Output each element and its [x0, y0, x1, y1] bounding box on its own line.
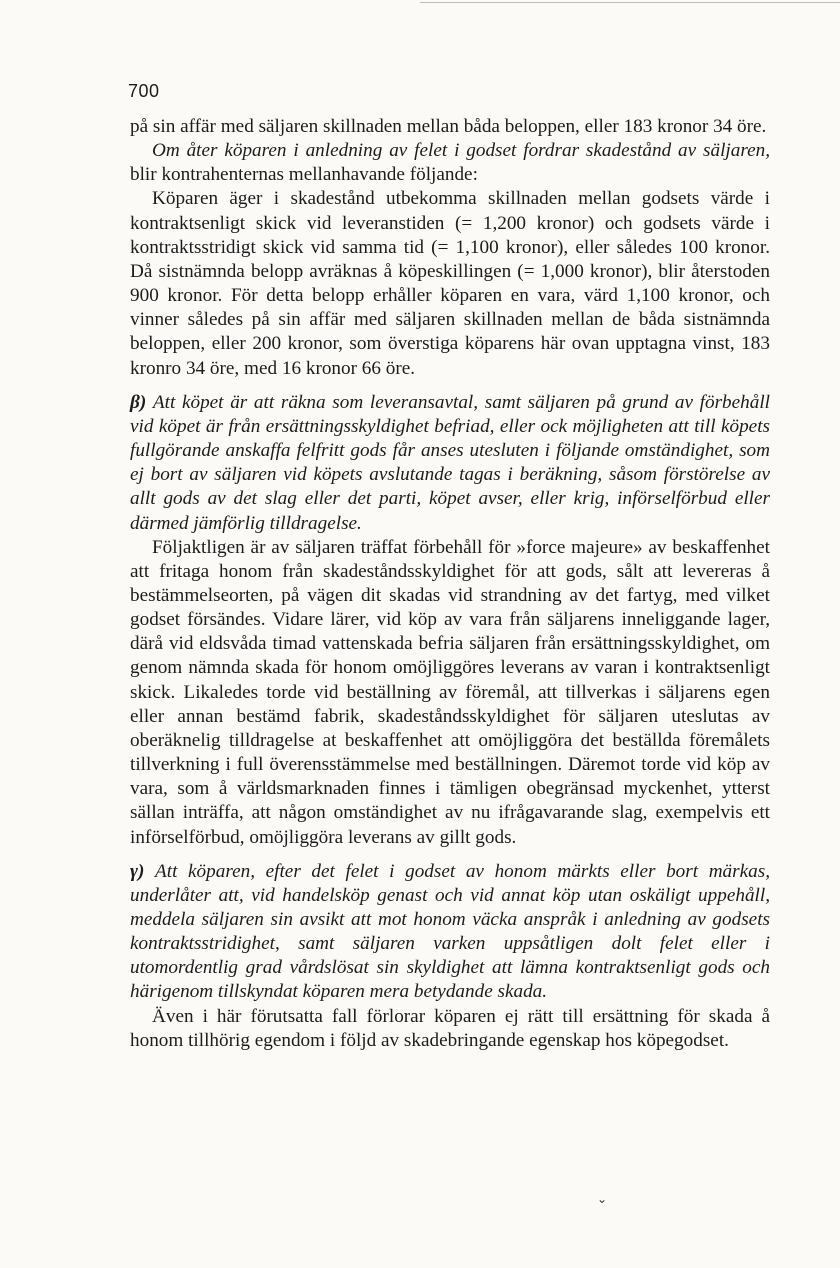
italic-phrase: Om åter köparen i anledning av felet i godset fordrar skadestånd av säljaren, [152, 140, 770, 162]
paragraph-continuation: på sin affär med säljaren skillnaden mellan båda beloppen, eller 183 kronor 34 öre. [130, 116, 767, 137]
section-label-beta: β) [130, 391, 147, 413]
top-rule [420, 2, 840, 3]
paragraph-force-majeure: Följaktligen är av säljaren träffat förbehåll för »force majeure» av beskaffenhet att fritaga honom från skadeståndsskyldighet för att gods, sålt att levereras å bestämmelseorten, på vägen dit skadas vid strandning av det fartyg, med vilket godset försändes. Vidare lärer, vid köp av vara från säljarens inneliggande lager, därå vid eldsvåda timad vattenskada befria säljaren från ersättningsskyldighet, om genom nämnda skada för honom omöjliggöres leverans av varan i kontraktsenligt skick. Likaledes torde vid beställning av föremål, att tillverkas i säljarens egen eller annan bestämd fabrik, skadeståndsskyldighet för säljaren uteslutas av oberäknelig tilldragelse at beskaffenhet att omöjliggöra det beställda föremålets tillverkning i full överensstämmelse med beställningen. Däremot torde vid köp av vara, som å världsmarknaden finnes i tämligen obegränsad myckenhet, ytterst sällan inträffa, att någon omständighet av nu ifrågavarande slag, exempelvis ett införselförbud, omöjliggöra leverans av gillt gods. [130, 536, 770, 848]
section-gamma-text: Att köparen, efter det felet i godset av honom märkts eller bort märkas, underlåter att, vid handelsköp genast och vid annat köp utan oskäligt uppehåll, meddela säljaren sin avsikt att mot honom väcka anspråk i anledning av godsets kontraktsstridighet, samt säljaren varken uppsåtligen dolt felet eller i utomordentlig grad vårdslösat sin skyldighet att lämna kontraktsenligt gods och härigenom tillskyndat köparen mera betydande skada. [130, 860, 770, 1003]
section-label-gamma: γ) [130, 860, 145, 882]
paragraph-damages-calc: Köparen äger i skadestånd utbekomma skillnaden mellan godsets värde i kontraktsenligt skick vid leveranstiden (= 1,200 kronor) och godsets värde i kontraktsstridigt skick vid samma tid (= 1,100 kronor), eller således 100 kronor. Då sistnämnda belopp avräknas å köpeskillingen (= 1,000 kronor), blir återstoden 900 kronor. För detta belopp erhåller köparen en vara, värd 1,100 kronor, och vinner således på sin affär med säljaren skillnaden mellan de båda sistnämnda beloppen, eller 200 kronor, som överstiga köparens här ovan upptagna vinst, 183 kronro 34 öre, med 16 kronor 66 öre. [130, 188, 770, 379]
section-gamma [130, 860, 770, 1005]
section-beta-text: Att köpet är att räkna som leveransavtal, samt säljaren på grund av förbehåll vid köpet är från ersättningsskyldighet befriad, eller ock möjligheten att till köpets fullgörande anskaffa felfritt gods får anses utesluten i följande omständighet, som ej bort av säljaren vid köpets avslutande tagas i beräkning, såsom förstörelse av allt gods av det slag eller det parti, köpet avser, eller krig, införselförbud eller därmed jämförlig tilldragelse. [130, 391, 771, 534]
page-mark: ⌄ [597, 1192, 608, 1206]
page-number: 700 [128, 81, 160, 101]
page-body [130, 115, 770, 1053]
section-beta [130, 391, 770, 536]
paragraph-tail: blir kontrahenternas mellanhavande följande: [130, 164, 478, 186]
paragraph-damages-intro [130, 139, 770, 187]
paragraph-final: Även i här förutsatta fall förlorar köparen ej rätt till ersättning för skada å honom tillhörig egendom i följd av skadebringande egenskap hos köpegodset. [130, 1005, 770, 1051]
